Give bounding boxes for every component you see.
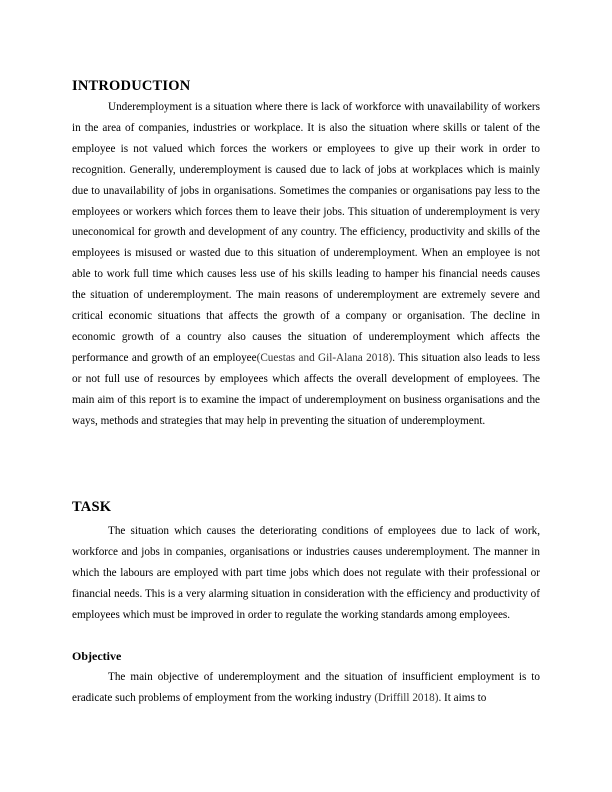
introduction-heading: INTRODUCTION [72, 78, 191, 94]
objective-heading: Objective [72, 649, 122, 663]
task-heading: TASK [72, 499, 112, 515]
task-paragraph: The situation which causes the deteriorating conditions of employees due to lack of work, workforce and jobs in companies, organisations or industries causes underemployment. The manner in which the labours are employed with part time jobs which does not regulate with their professional or financial needs. This is a very alarming situation in consideration with the efficiency and productivity of employees which must be improved in order to regulate the working standards among employees. [72, 525, 540, 621]
introduction-text-end: . This situation also leads to less or not full use of resources by employees which affects the overall development of employees. The main aim of this report is to examine the impact of underemployment on business organisations and the ways, methods and strategies that may help in preventing the situation of underemployment. [72, 351, 540, 427]
objective-text-end: . It aims to [438, 691, 487, 704]
objective-text: The main objective of underemployment and the situation of insufficient employment is to eradicate such problems of employment from the working industry [72, 671, 540, 704]
citation-driffill: (Driffill 2018) [374, 691, 439, 704]
introduction-text: Underemployment is a situation where there is lack of workforce with unavailability of workers in the area of companies, industries or workplace. It is also the situation where skills or talent of the employee is not valued which forces the workers or employees to give up their work in order to recognition. Generally, underemployment is caused due to lack of jobs at workplaces which is mainly due to unavailability of jobs in organisations. Sometimes the companies or organisations pay less to the employees or workers which forces them to leave their jobs. This situation of underemployment is very uneconomical for growth and development of any country. The efficiency, productivity and skills of the employees is misused or wasted due to this situation of underemployment. When an employee is not able to work full time which causes less use of his skills leading to hamper his financial needs causes the situation of underemployment. The main reasons of underemployment are extremely severe and critical economic situations that affects the growth of a company or organisation. The decline in economic growth of a country also causes the situation of underemployment which affects the performance and growth of an employee [72, 101, 540, 364]
citation-cuestas: (Cuestas and Gil-Alana 2018) [256, 351, 393, 364]
objective-paragraph [72, 667, 540, 709]
introduction-paragraph [72, 97, 540, 432]
